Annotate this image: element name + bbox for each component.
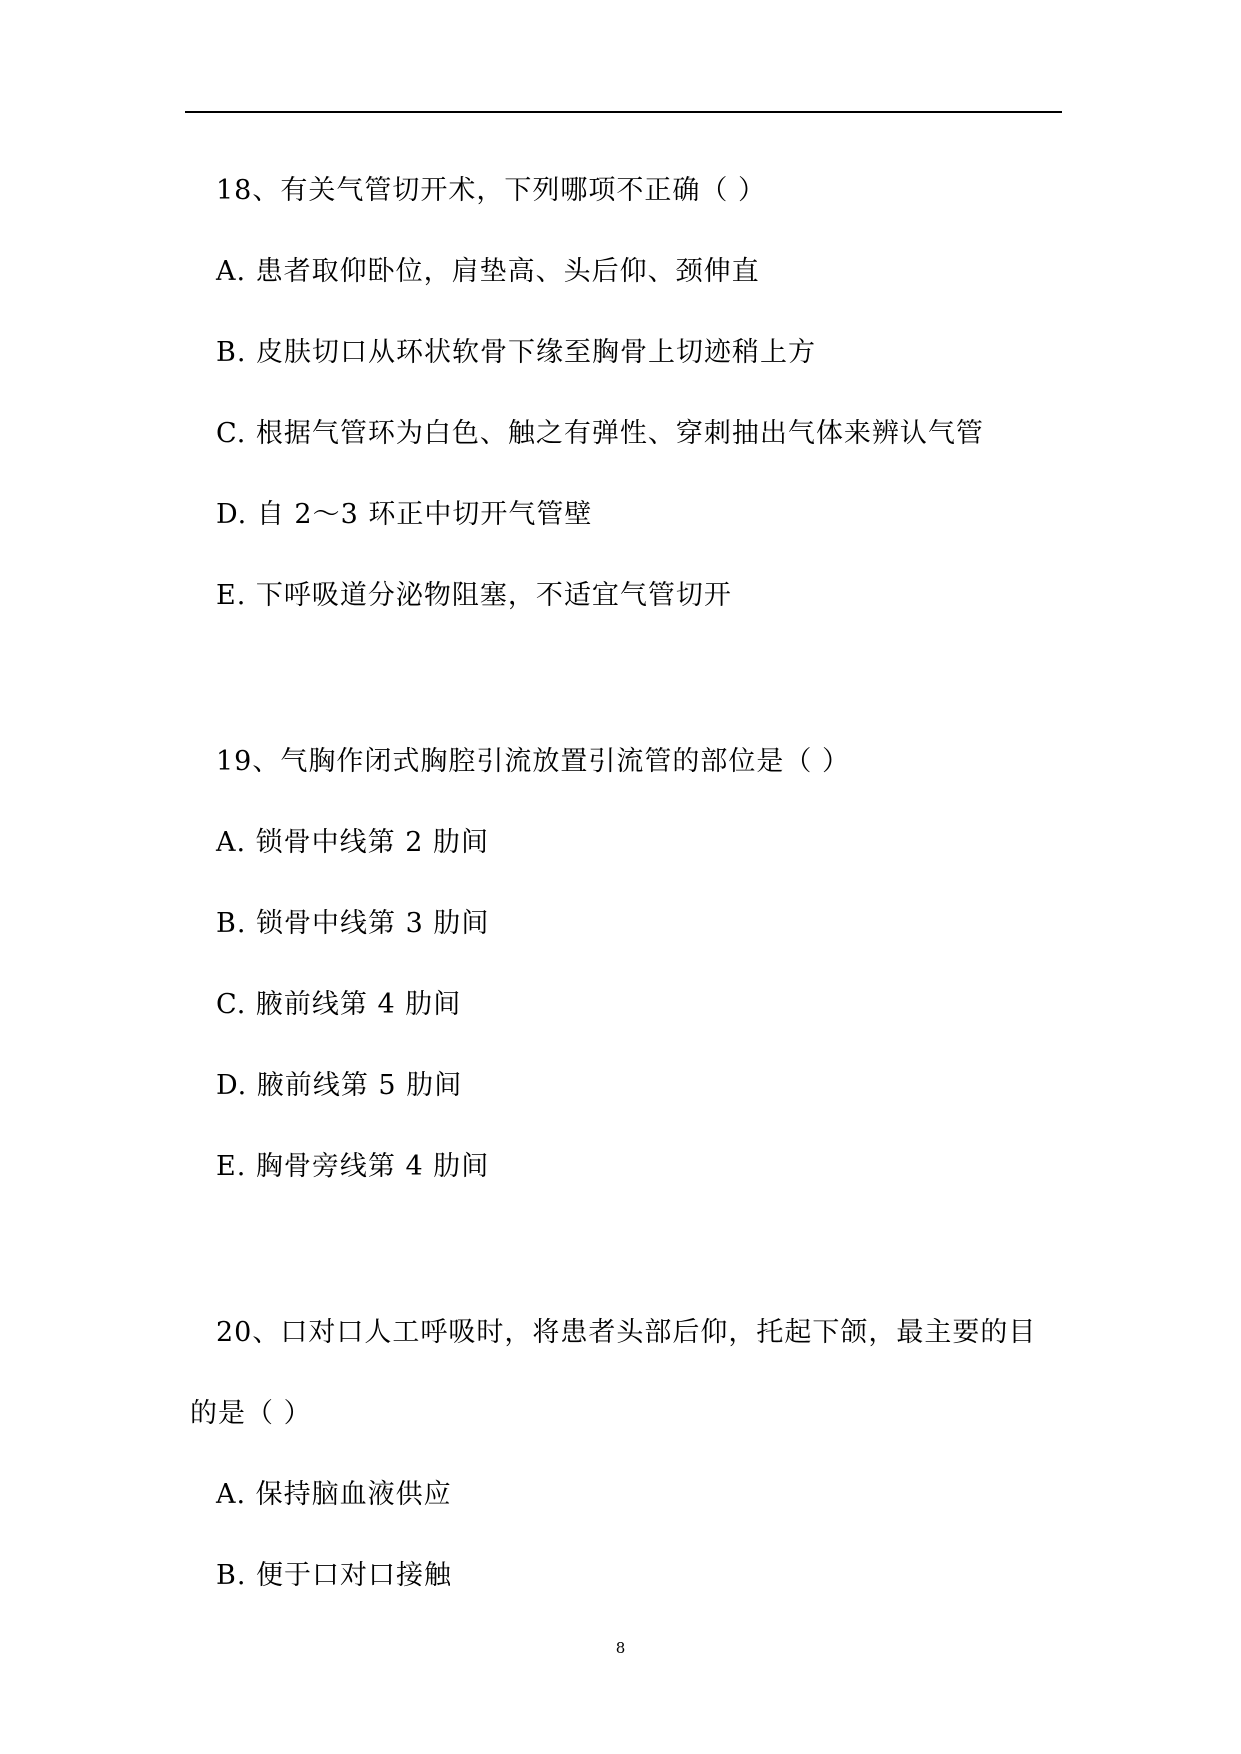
question-stem-continued: 的是（ ） [190,1398,312,1429]
option-e: E. 下呼吸道分泌物阻塞，不适宜气管切开 [216,580,732,611]
page-number: 8 [615,1639,626,1657]
option-a: A. 患者取仰卧位，肩垫高、头后仰、颈伸直 [216,256,760,287]
question-stem: 20、口对口人工呼吸时，将患者头部后仰，托起下颌，最主要的目 [216,1317,1037,1348]
option-e: E. 胸骨旁线第 4 肋间 [216,1151,490,1182]
option-a: A. 保持脑血液供应 [216,1479,452,1510]
header-rule [185,111,1062,113]
option-c: C. 腋前线第 4 肋间 [216,989,462,1020]
option-b: B. 便于口对口接触 [216,1560,453,1591]
option-a: A. 锁骨中线第 2 肋间 [216,827,490,858]
option-b: B. 皮肤切口从环状软骨下缘至胸骨上切迹稍上方 [216,337,817,368]
option-b: B. 锁骨中线第 3 肋间 [216,908,490,939]
option-c: C. 根据气管环为白色、触之有弹性、穿刺抽出气体来辨认气管 [216,418,984,449]
question-stem: 18、有关气管切开术，下列哪项不正确（ ） [216,175,766,206]
option-d: D. 自 2～3 环正中切开气管壁 [216,499,593,530]
question-stem: 19、气胸作闭式胸腔引流放置引流管的部位是（ ） [216,746,850,777]
option-d: D. 腋前线第 5 肋间 [216,1070,463,1101]
